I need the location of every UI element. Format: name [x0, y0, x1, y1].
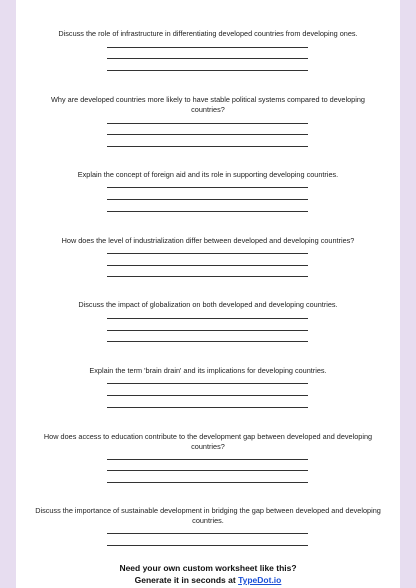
promo-footer — [16, 557, 400, 588]
answer-line[interactable] — [107, 459, 308, 460]
question-8-text: Discuss the importance of sustainable development in bridging the gap between developed and developing countries. — [35, 506, 381, 525]
answer-line[interactable] — [107, 187, 308, 188]
question-3-text: Explain the concept of foreign aid and its role in supporting developing countries. — [77, 170, 339, 179]
answer-line[interactable] — [107, 318, 308, 319]
answer-line[interactable] — [107, 253, 308, 254]
question-5-text: Discuss the impact of globalization on both developed and developing countries. — [78, 300, 338, 309]
answer-line[interactable] — [107, 545, 308, 546]
promo-subtitle-text: Generate it in seconds at — [134, 575, 236, 585]
worksheet-page — [16, 0, 400, 588]
answer-line[interactable] — [107, 211, 308, 212]
answer-line[interactable] — [107, 265, 308, 266]
answer-line[interactable] — [107, 123, 308, 124]
answer-line[interactable] — [107, 395, 308, 396]
answer-line[interactable] — [107, 482, 308, 483]
answer-line[interactable] — [107, 199, 308, 200]
promo-title: Need your own custom worksheet like this? — [119, 563, 297, 573]
question-7-text: How does access to education contribute to the development gap between developed and developing countries? — [43, 432, 373, 451]
answer-line[interactable] — [107, 58, 308, 59]
question-6-text: Explain the term 'brain drain' and its implications for developing countries. — [89, 366, 327, 375]
answer-line[interactable] — [107, 330, 308, 331]
answer-line[interactable] — [107, 533, 308, 534]
answer-line[interactable] — [107, 47, 308, 48]
answer-line[interactable] — [107, 341, 308, 342]
typedot-link[interactable]: TypeDot.io — [238, 575, 282, 585]
answer-line[interactable] — [107, 470, 308, 471]
answer-line[interactable] — [107, 407, 308, 408]
answer-line[interactable] — [107, 70, 308, 71]
question-4-text: How does the level of industrialization differ between developed and developing countries? — [61, 236, 355, 245]
answer-line[interactable] — [107, 146, 308, 147]
promo-subtitle — [16, 575, 400, 585]
question-2-text: Why are developed countries more likely to have stable political systems compared to developing countries? — [51, 95, 365, 114]
answer-line[interactable] — [107, 276, 308, 277]
answer-line[interactable] — [107, 134, 308, 135]
question-1-text: Discuss the role of infrastructure in differentiating developed countries from developing ones. — [58, 29, 358, 38]
answer-line[interactable] — [107, 383, 308, 384]
